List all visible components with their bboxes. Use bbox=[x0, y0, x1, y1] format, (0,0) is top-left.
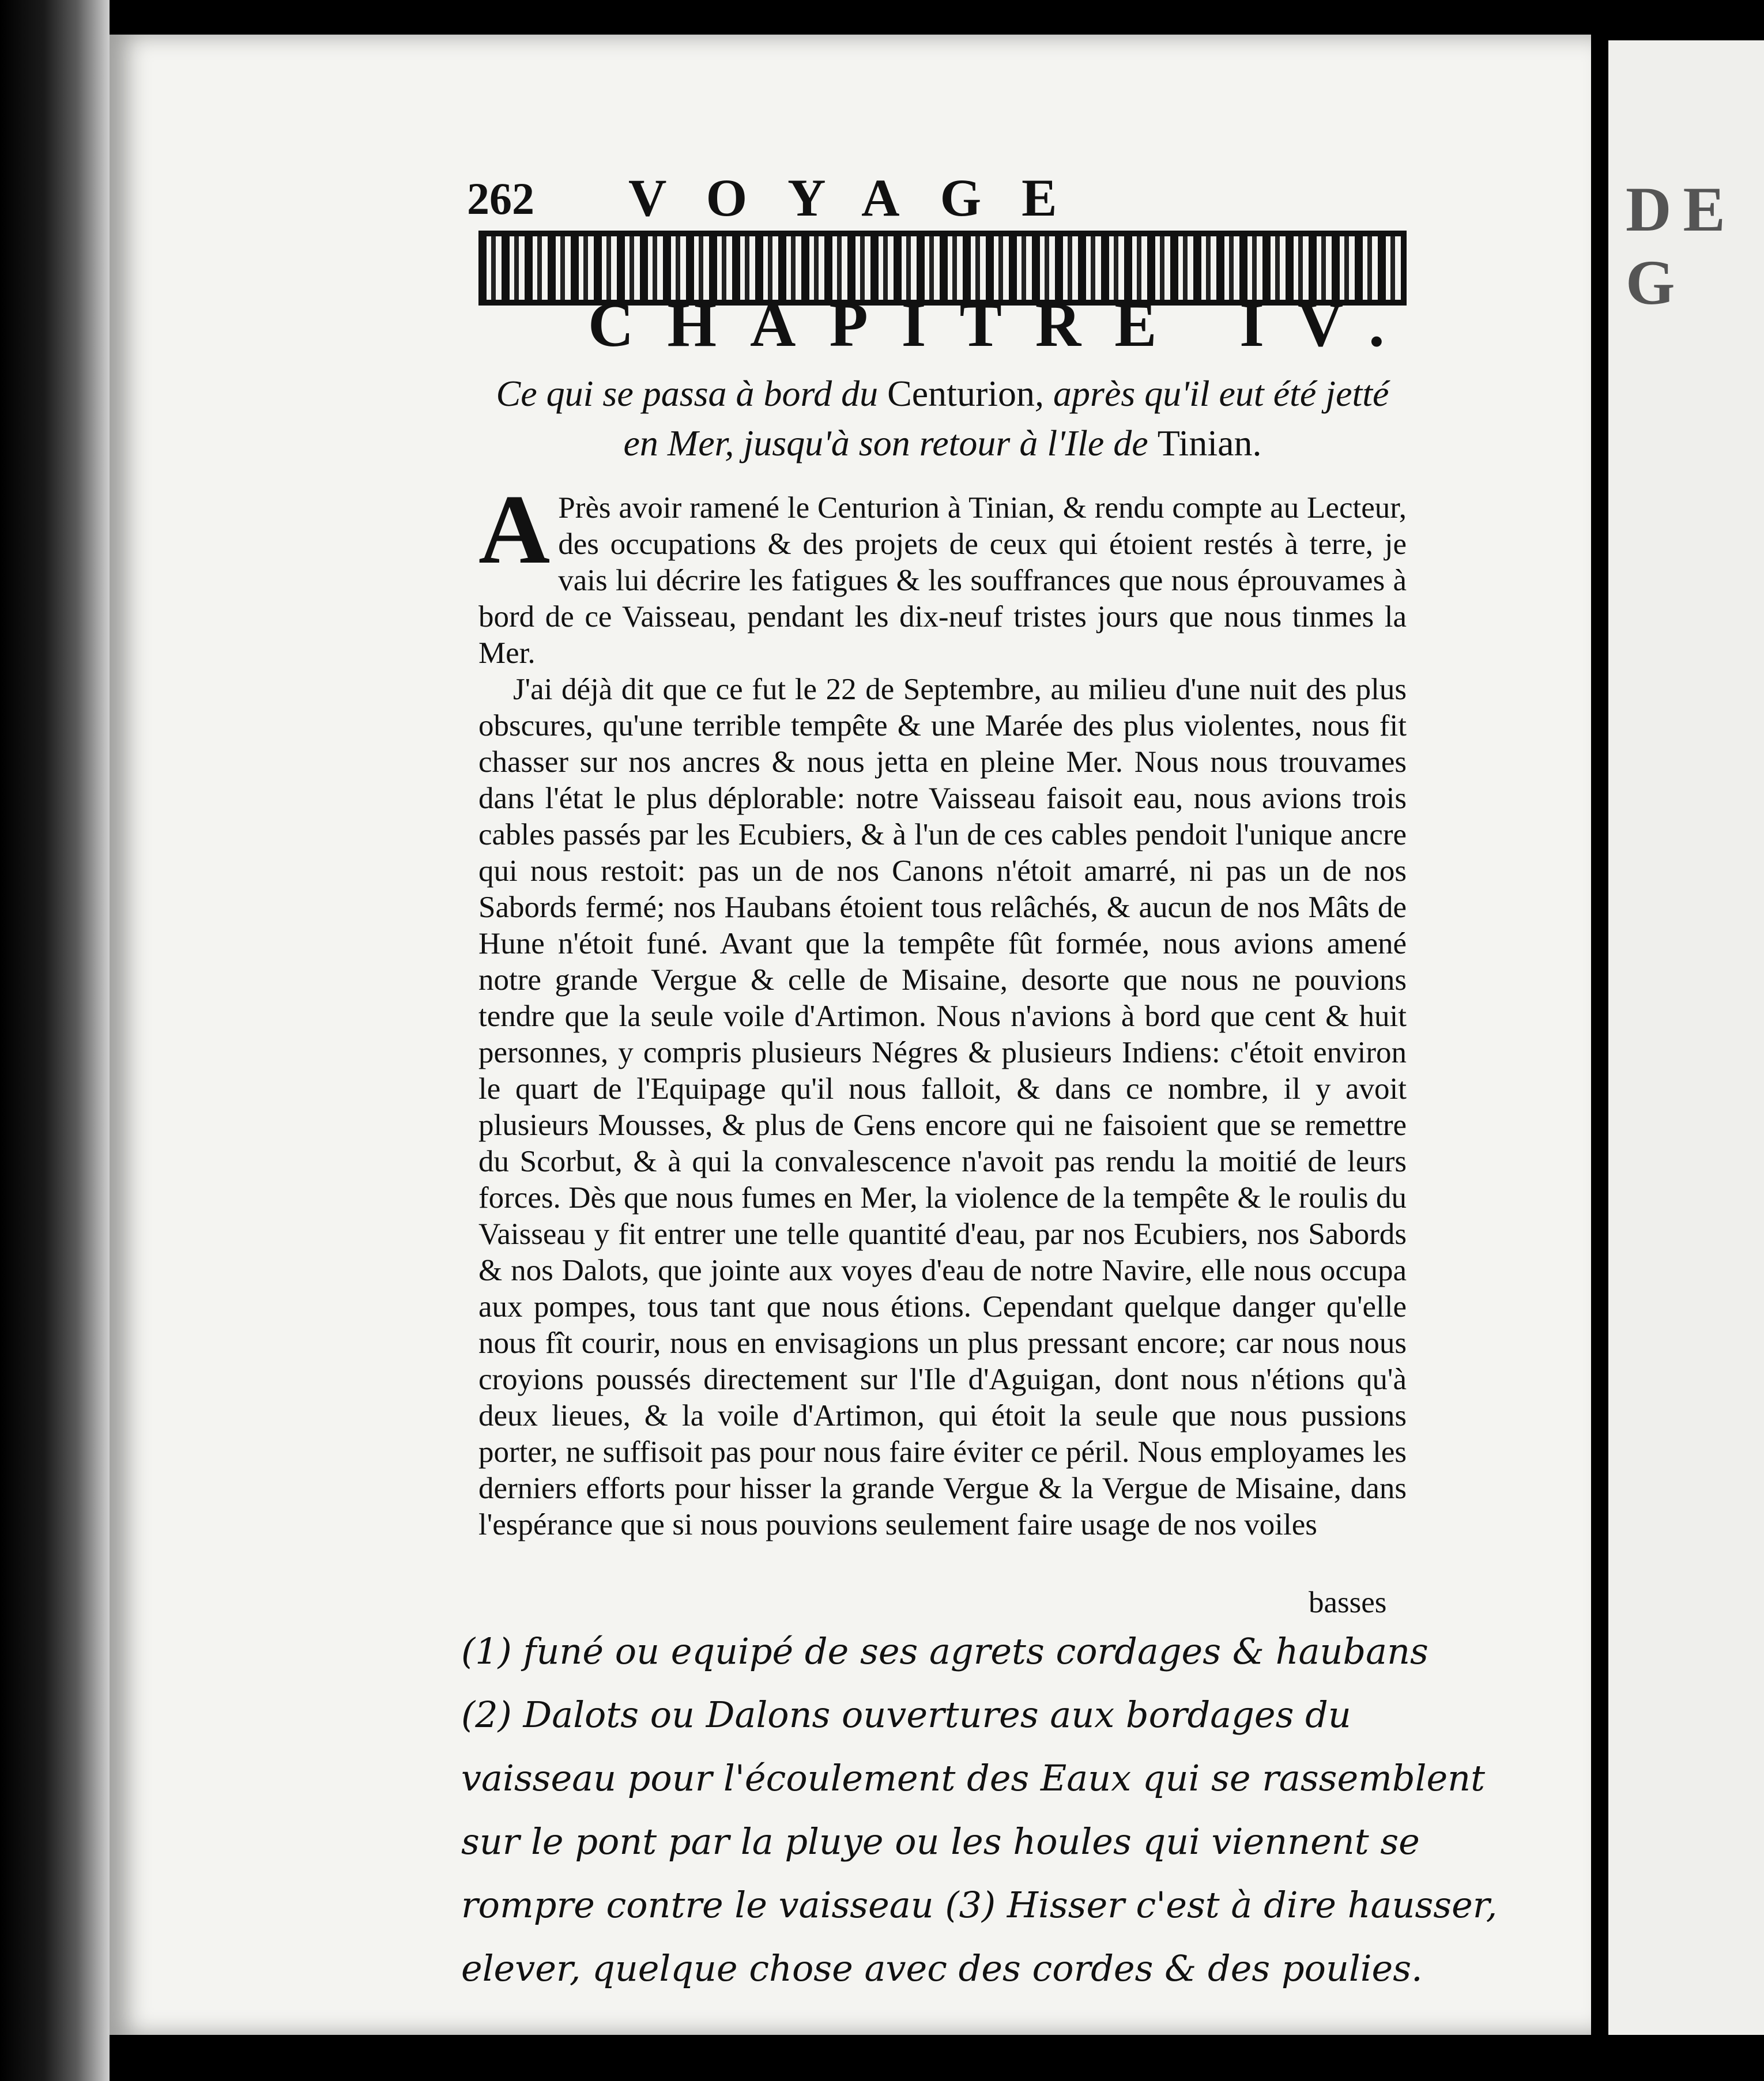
running-head: VOYAGE bbox=[628, 168, 1098, 227]
paragraph-text: Près avoir ramené le Centurion à Tinian, & rendu compte au Lecteur, des occupations & des projets de ceux qui étoient restés à terre, je vais lui décrire les fatigues & les souffrances que nous éprouvames à bord de ce Vaisseau, pendant les dix-neuf tristes jours que nous tinmes la Mer. bbox=[478, 491, 1407, 670]
subtitle-ship-name: Centurion bbox=[887, 373, 1035, 414]
handwritten-note: (1) funé ou equipé de ses agrets cordages & haubans bbox=[461, 1630, 1428, 1672]
body-text bbox=[478, 475, 1407, 1543]
subtitle-part: Ce qui se passa à bord du bbox=[496, 373, 888, 414]
handwritten-notes bbox=[461, 1620, 1499, 2000]
book-spine bbox=[0, 0, 110, 2081]
paragraph bbox=[478, 475, 1407, 672]
chapter-title: CHAPITRE IV. bbox=[588, 289, 1418, 360]
drop-cap: A bbox=[478, 475, 551, 585]
catchword: basses bbox=[1309, 1586, 1387, 1619]
chapter-subtitle bbox=[478, 369, 1407, 468]
subtitle-island-name: Tinian. bbox=[1157, 423, 1262, 463]
paragraph: J'ai déjà dit que ce fut le 22 de Septembre, au milieu d'une nuit des plus obscures, qu'une terrible tempête & une Marée des plus violentes, nous fit chasser sur nos ancres & nous jetta en pleine Mer. Nous nous trouvames dans l'état le plus déplorable: notre Vaisseau faisoit eau, nous avions trois cables passés par les Ecubiers, & à l'un de ces cables pendoit l'unique ancre qui nous restoit: pas un de nos Canons n'étoit amarré, ni pas un de nos Sabords fermé; nos Haubans étoient tous relâchés, & aucun de nos Mâts de Hune n'étoit funé. Avant que la tempête fût formée, nous avions amené notre grande Vergue & celle de Misaine, desorte que nous ne pouvions tendre que la seule voile d'Artimon. Nous n'avions à bord que cent & huit personnes, y compris plusieurs Négres & plusieurs Indiens: c'étoit environ le quart de l'Equipage qu'il nous falloit, & dans ce nombre, il y avoit plusieurs Mousses, & plus de Gens encore qui ne faisoient que se remettre du Scorbut, & à qui la convalescence n'avoit pas rendu la moitié de leurs forces. Dès que nous fumes en Mer, la violence de la tempête & le roulis du Vaisseau y fit entrer une telle quantité d'eau, par nos Ecubiers, nos Sabords & nos Dalots, que jointe aux voyes d'eau de notre Navire, elle nous occupa aux pompes, tous tant que nous étions. Cependant quelque danger qu'elle nous fît courir, nous en envisagions un plus pressant encore; car nous nous croyions poussés directement sur l'Ile d'Aguigan, dont nous n'étions qu'à deux lieues, & la voile d'Artimon, qui étoit la seule que nous pussions porter, ne suffisoit pas pour nous faire éviter ce péril. Nous employames les derniers efforts pour hisser la grande Vergue & la Vergue de Misaine, dans l'espérance que si nous pouvions seulement faire usage de nos voiles bbox=[478, 673, 1407, 1541]
page-number: 262 bbox=[467, 174, 534, 224]
facing-page-header: DE G bbox=[1626, 174, 1737, 318]
facing-page-edge bbox=[1608, 40, 1764, 2035]
subtitle-part: , après qu'il eut été jetté en Mer, jusqu'à son retour à l'Ile de bbox=[623, 373, 1389, 463]
handwritten-note: (2) Dalots ou Dalons ouvertures aux bordages du vaisseau pour l'écoulement des Eaux qui se rassemblent sur le pont par la pluye ou les houles qui viennent se rompre contre le vaisseau (3) Hisser c'est à dire hausser, elever, quelque chose avec des cordes & des poulies. bbox=[461, 1694, 1498, 1989]
